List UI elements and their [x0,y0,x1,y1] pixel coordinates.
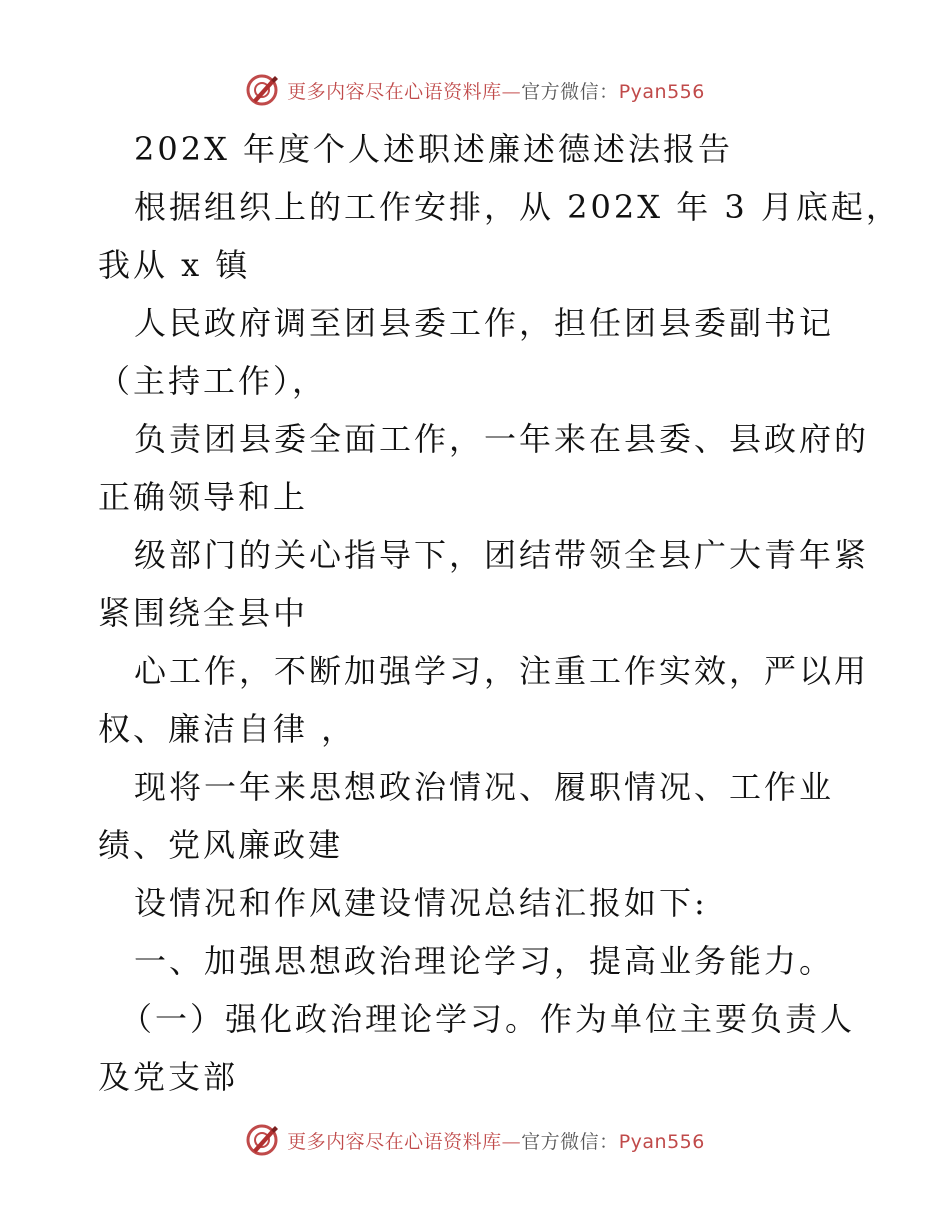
watermark-text [287,77,705,104]
watermark-wechat-id: Pyan556 [618,80,705,103]
paragraph-line: 设情况和作风建设情况总结汇报如下: [134,884,708,922]
document-title: 202X 年度个人述职述廉述德述法报告 [134,130,734,168]
watermark-text [287,1127,705,1154]
paragraph-line: 权、廉洁自律 ， [98,710,357,748]
paragraph-line: 及党支部 [98,1058,239,1096]
paragraph-line: 根据组织上的工作安排，从 202X 年 3 月底起， [134,188,901,226]
paragraph-line: 现将一年来思想政治情况、履职情况、工作业 [134,768,835,806]
paragraph-line: 人民政府调至团县委工作，担任团县委副书记 [134,304,835,342]
watermark-official-label: 官方微信： [521,1130,619,1153]
paragraph-line: 级部门的关心指导下，团结带领全县广大青年紧 [134,536,870,574]
paragraph-line: 负责团县委全面工作，一年来在县委、县政府的 [134,420,870,458]
paragraph-line: 心工作，不断加强学习，注重工作实效，严以用 [134,652,870,690]
paragraph-line: 我从 x 镇 [98,246,251,284]
document-body [98,120,901,1106]
subsection-heading: （一）强化政治理论学习。作为单位主要负责人 [120,1000,856,1038]
watermark-wechat-id: Pyan556 [618,1130,705,1153]
paragraph-line: 紧围绕全县中 [98,594,309,632]
watermark-separator: — [501,1130,522,1153]
pen-logo-icon [245,73,279,107]
watermark-separator: — [501,80,522,103]
watermark-main-text: 更多内容尽在心语资料库 [287,1130,502,1153]
paragraph-line: 绩、党风廉政建 [98,826,344,864]
pen-logo-icon [245,1123,279,1157]
watermark-official-label: 官方微信： [521,80,619,103]
paragraph-line: 正确领导和上 [98,478,309,516]
watermark-header [0,70,950,110]
section-heading: 一、加强思想政治理论学习，提高业务能力。 [134,942,835,980]
watermark-main-text: 更多内容尽在心语资料库 [287,80,502,103]
watermark-footer [0,1120,950,1160]
paragraph-line: （主持工作）， [98,362,328,400]
